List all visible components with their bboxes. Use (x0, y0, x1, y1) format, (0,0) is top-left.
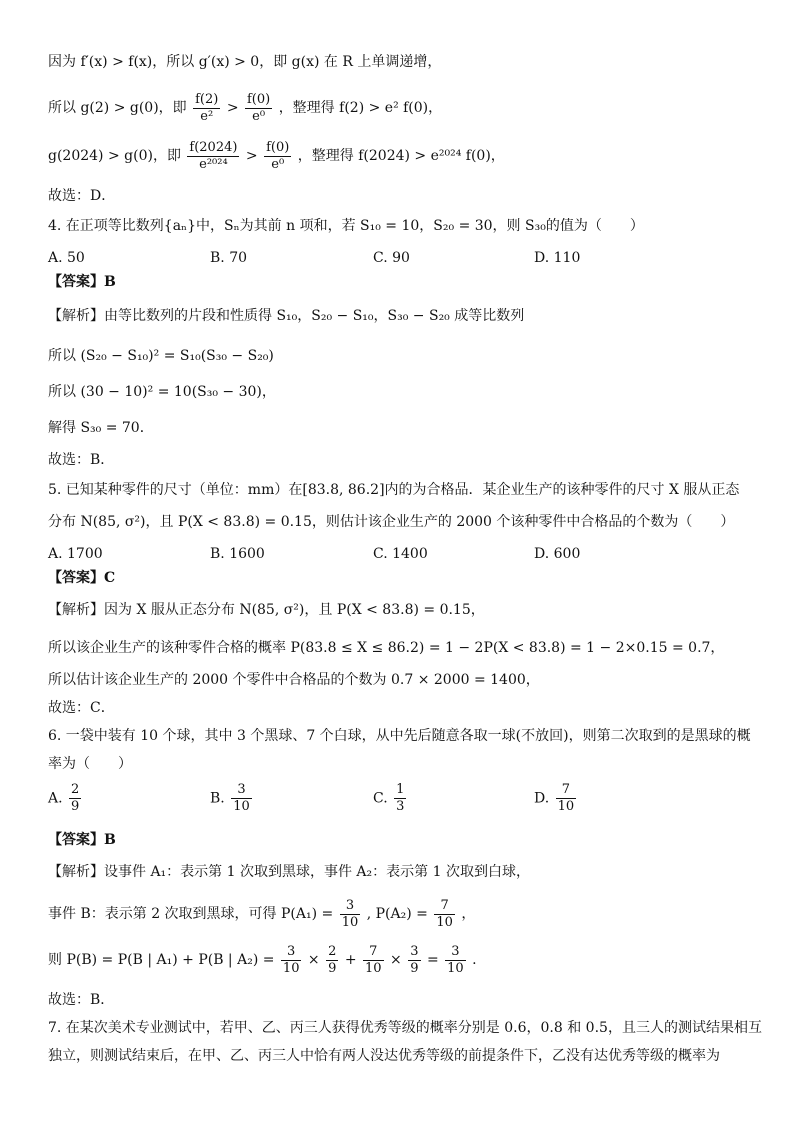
q6-answer: 【答案】B (48, 832, 116, 848)
line-g2024 (48, 136, 754, 176)
question-6: 6. 一袋中装有 10 个球，其中 3 个黑球、7 个白球，从中先后随意各取一球(不放回)，则第二次取到的是黑球的概 (48, 728, 751, 744)
text: g(2024) > g(0)，即 (48, 148, 181, 164)
q5-option-d: D. 600 (534, 546, 581, 562)
q6-select: 故选：B． (48, 992, 115, 1008)
q4-option-a: A. 50 (48, 250, 85, 266)
q6-step: 则 P(B) = P(B | A₁) + P(B | A₂) = $\frac{3}{10}$ × $\frac{2}{9}$ + $\frac{7}{10}$ × $\frac{3}{9}$ = $\frac{3}{10}$ . (48, 943, 477, 976)
q6-option-d: D. $\frac{7}{10}$ (534, 782, 575, 814)
question-5-cont: 分布 N(85, σ²)，且 P(X < 83.8) = 0.15，则估计该企业生产的 2000 个该种零件中合格品的个数为（ ） (48, 514, 735, 530)
fraction-f2: $\frac{f(2)}{\text{e²}}$ (195, 91, 219, 124)
q4-select: 故选：B． (48, 452, 115, 468)
line-derivative: 因为 f′(x) > f(x)，所以 g′(x) > 0，即 g(x) 在 R 上单调递增， (48, 54, 442, 70)
fraction-f2024: $\frac{f(2024)}{\text{e²⁰²⁴}}$ (189, 139, 238, 172)
q5-answer: 【答案】C (48, 570, 116, 586)
q6-step: 事件 B：表示第 2 次取到黑球，可得 P(A₁) = $\frac{3}{10}$ , P(A₂) = $\frac{7}{10}$ ， (48, 897, 476, 930)
gt-sign: > (245, 148, 258, 164)
question-7: 7. 在某次美术专业测试中，若甲、乙、丙三人获得优秀等级的概率分别是 0.6，0.8 和 0.5，且三人的测试结果相互 (48, 1020, 762, 1036)
question-6-cont: 率为（ ） (48, 756, 132, 772)
q5-explanation: 【解析】因为 X 服从正态分布 N(85, σ²)，且 P(X < 83.8) = 0.15， (48, 602, 485, 618)
answer-select: 故选：D． (48, 188, 116, 204)
q6-option-c: C. $\frac{1}{3}$ (373, 782, 405, 814)
question-5: 5. 已知某种零件的尺寸（单位：mm）在[83.8, 86.2]内的为合格品．某企业生产的该种零件的尺寸 X 服从正态 (48, 482, 740, 498)
q6-option-b: B. $\frac{3}{10}$ (210, 782, 250, 814)
q4-step: 解得 S₃₀ = 70． (48, 420, 154, 436)
text: ，整理得 f(2) > e² f(0)， (278, 100, 443, 116)
q5-option-b: B. 1600 (210, 546, 265, 562)
q6-option-a: A. $\frac{2}{9}$ (48, 782, 80, 814)
q5-option-a: A. 1700 (48, 546, 103, 562)
question-4: 4. 在正项等比数列{aₙ}中，Sₙ为其前 n 项和，若 S₁₀ = 10，S₂₀ = 30，则 S₃₀的值为（ ） (48, 218, 644, 234)
fraction-f0: $\frac{f(0)}{\text{e⁰}}$ (247, 91, 271, 124)
q4-option-b: B. 70 (210, 250, 248, 266)
q6-explanation: 【解析】设事件 A₁：表示第 1 次取到黑球，事件 A₂：表示第 1 次取到白球， (48, 864, 530, 880)
q4-step: 所以 (S₂₀ − S₁₀)² = S₁₀(S₃₀ − S₂₀) (48, 348, 274, 364)
q5-select: 故选：C． (48, 700, 115, 716)
fraction-f0: $\frac{f(0)}{\text{e⁰}}$ (266, 139, 290, 172)
q4-option-c: C. 90 (373, 250, 410, 266)
q4-answer: 【答案】B (48, 274, 116, 290)
q4-step: 所以 (30 − 10)² = 10(S₃₀ − 30)， (48, 384, 276, 400)
text: 所以 g(2) > g(0)，即 (48, 100, 187, 116)
q5-step: 所以该企业生产的该种零件合格的概率 P(83.8 ≤ X ≤ 86.2) = 1 − 2P(X < 83.8) = 1 − 2×0.15 = 0.7， (48, 640, 725, 656)
line-g2 (48, 88, 754, 128)
q5-option-c: C. 1400 (373, 546, 428, 562)
question-7-cont: 独立，则测试结束后，在甲、乙、丙三人中恰有两人没达优秀等级的前提条件下，乙没有达优秀等级的概率为 (48, 1048, 720, 1064)
text: ，整理得 f(2024) > e²⁰²⁴ f(0)， (297, 148, 505, 164)
q5-step: 所以估计该企业生产的 2000 个零件中合格品的个数为 0.7 × 2000 = 1400， (48, 672, 540, 688)
gt-sign: > (226, 100, 239, 116)
q4-option-d: D. 110 (534, 250, 581, 266)
q4-explanation: 【解析】由等比数列的片段和性质得 S₁₀，S₂₀ − S₁₀，S₃₀ − S₂₀ 成等比数列 (48, 308, 525, 324)
